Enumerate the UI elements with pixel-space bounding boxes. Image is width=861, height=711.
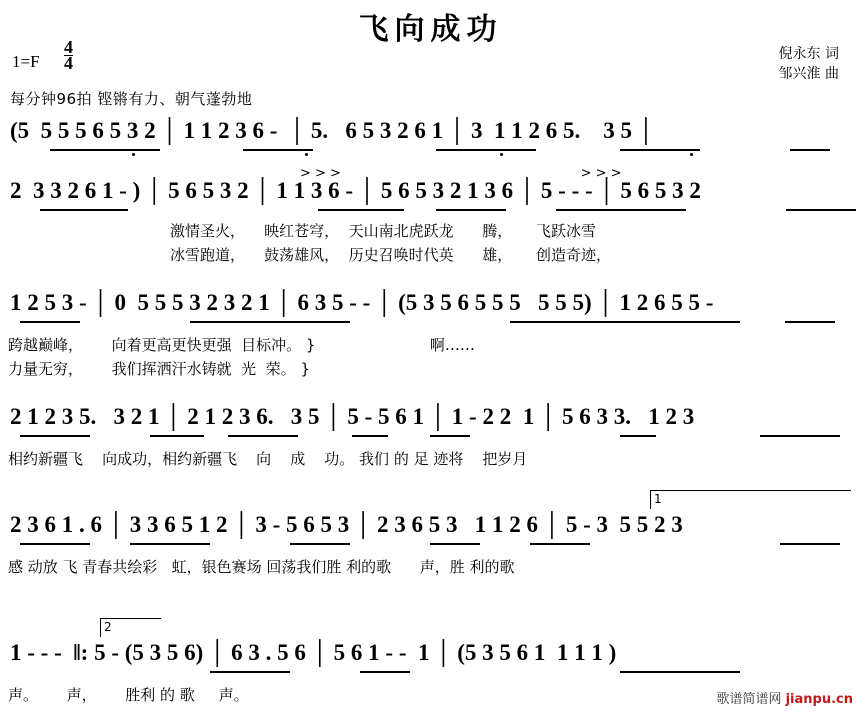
notes-line-5: 2 3 6 1 . 6 │ 3 3 6 5 1 2 │ 3 - 5 6 5 3 │ 2 3 6 5 3 1 1 2 6 │ 5 - 3 5 5 2 3 bbox=[10, 512, 683, 537]
music-line-4 bbox=[0, 404, 861, 474]
beam bbox=[290, 543, 350, 545]
accent-marks-line-2: > > > > > > bbox=[300, 166, 622, 181]
beam bbox=[780, 543, 840, 545]
music-line-5 bbox=[0, 492, 861, 582]
beam bbox=[228, 435, 298, 437]
beam bbox=[40, 209, 128, 211]
octave-dot bbox=[132, 153, 135, 156]
composer-credit: 邹兴淮 曲 bbox=[778, 66, 839, 82]
music-line-3 bbox=[0, 290, 861, 380]
second-ending-bracket bbox=[100, 618, 161, 637]
beam bbox=[510, 321, 740, 323]
lyrics-line-2-verse-2: 冰雪跑道， 鼓荡雄风， 历史召唤时代英 雄， 创造奇迹， bbox=[170, 246, 612, 264]
music-line-1 bbox=[0, 118, 861, 164]
watermark-text: 歌谱简谱网 bbox=[716, 692, 782, 707]
beam bbox=[556, 209, 686, 211]
lyrics-line-3-verse-1: 跨越巅峰， 向着更高更快更强 目标冲。 } 啊…… bbox=[8, 336, 475, 354]
site-watermark bbox=[716, 688, 853, 707]
notes-line-2: 2 3 3 2 6 1 - ) │ 5 6 5 3 2 │ 1 1 3 6 - │ 5 6 5 3 2 1 3 6 │ 5 - - - │ 5 6 5 3 2 bbox=[10, 178, 701, 203]
octave-dot bbox=[690, 153, 693, 156]
beam bbox=[360, 671, 410, 673]
notes-line-3: 1 2 5 3 - │ 0 5 5 5 3 2 3 2 1 │ 6 3 5 - - │ (5 3 5 6 5 5 5 5 5 5) │ 1 2 6 5 5 - bbox=[10, 290, 714, 315]
watermark-url: jianpu.cn bbox=[785, 692, 853, 707]
page-title: 飞向成功 bbox=[358, 12, 503, 47]
octave-dot bbox=[305, 153, 308, 156]
beam bbox=[20, 321, 80, 323]
beam bbox=[20, 435, 90, 437]
second-ending-label: 2 bbox=[104, 620, 112, 634]
lyrics-line-4: 相约新疆飞 向成功，相约新疆飞 向 成 功。 我们 的 足 迹将 把岁月 bbox=[8, 450, 528, 468]
beam bbox=[436, 209, 506, 211]
beam bbox=[50, 149, 160, 151]
beam bbox=[243, 149, 313, 151]
beam bbox=[620, 671, 740, 673]
beam bbox=[760, 435, 840, 437]
first-ending-label: 1 bbox=[654, 492, 662, 506]
beam bbox=[430, 435, 470, 437]
beam bbox=[20, 543, 90, 545]
beam bbox=[530, 543, 590, 545]
notes-line-1: (5 5 5 5 6 5 3 2 │ 1 1 2 3 6 - │ 5. 6 5 3 2 6 1 │ 3 1 1 2 6 5. 3 5 │ bbox=[10, 118, 654, 143]
beam bbox=[150, 435, 204, 437]
tempo-marking: 每分钟96拍 铿锵有力、朝气蓬勃地 bbox=[10, 90, 253, 108]
time-signature-denominator: 4 bbox=[64, 53, 73, 73]
lyricist-credit: 倪永东 词 bbox=[778, 46, 839, 62]
key-signature: 1=F bbox=[12, 52, 40, 71]
beam bbox=[790, 149, 830, 151]
credits bbox=[779, 44, 839, 84]
time-signature-numerator: 4 bbox=[64, 37, 73, 57]
first-ending-bracket bbox=[650, 490, 851, 509]
beam bbox=[620, 149, 700, 151]
notes-line-6: 1 - - - ‖: 5 - (5 3 5 6) │ 6 3 . 5 6 │ 5 6 1 - - 1 │ (5 3 5 6 1 1 1 1 ) bbox=[10, 640, 617, 665]
beam bbox=[190, 321, 350, 323]
octave-dot bbox=[500, 153, 503, 156]
lyrics-line-5: 感 动放 飞 青春共绘彩 虹，银色赛场 回荡我们胜 利的歌 声，胜 利的歌 bbox=[8, 558, 515, 576]
notes-line-4: 2 1 2 3 5. 3 2 1 │ 2 1 2 3 6. 3 5 │ 5 - 5 6 1 │ 1 - 2 2 1 │ 5 6 3 3. 1 2 3 bbox=[10, 404, 695, 429]
beam bbox=[785, 321, 835, 323]
beam bbox=[786, 209, 856, 211]
beam bbox=[620, 435, 656, 437]
beam bbox=[436, 149, 536, 151]
time-signature bbox=[64, 37, 73, 73]
lyrics-line-3-verse-2: 力量无穷， 我们挥洒汗水铸就 光 荣。 } bbox=[8, 360, 310, 378]
beam bbox=[318, 209, 404, 211]
beam bbox=[210, 671, 290, 673]
lyrics-line-2-verse-1: 激情圣火， 映红苍穹， 天山南北虎跃龙 腾， 飞跃冰雪 bbox=[170, 222, 597, 240]
beam bbox=[130, 543, 210, 545]
beam bbox=[430, 543, 480, 545]
music-line-2 bbox=[0, 166, 861, 268]
beam bbox=[352, 435, 388, 437]
lyrics-line-6: 声。 声， 胜利 的 歌 声。 bbox=[8, 686, 249, 704]
